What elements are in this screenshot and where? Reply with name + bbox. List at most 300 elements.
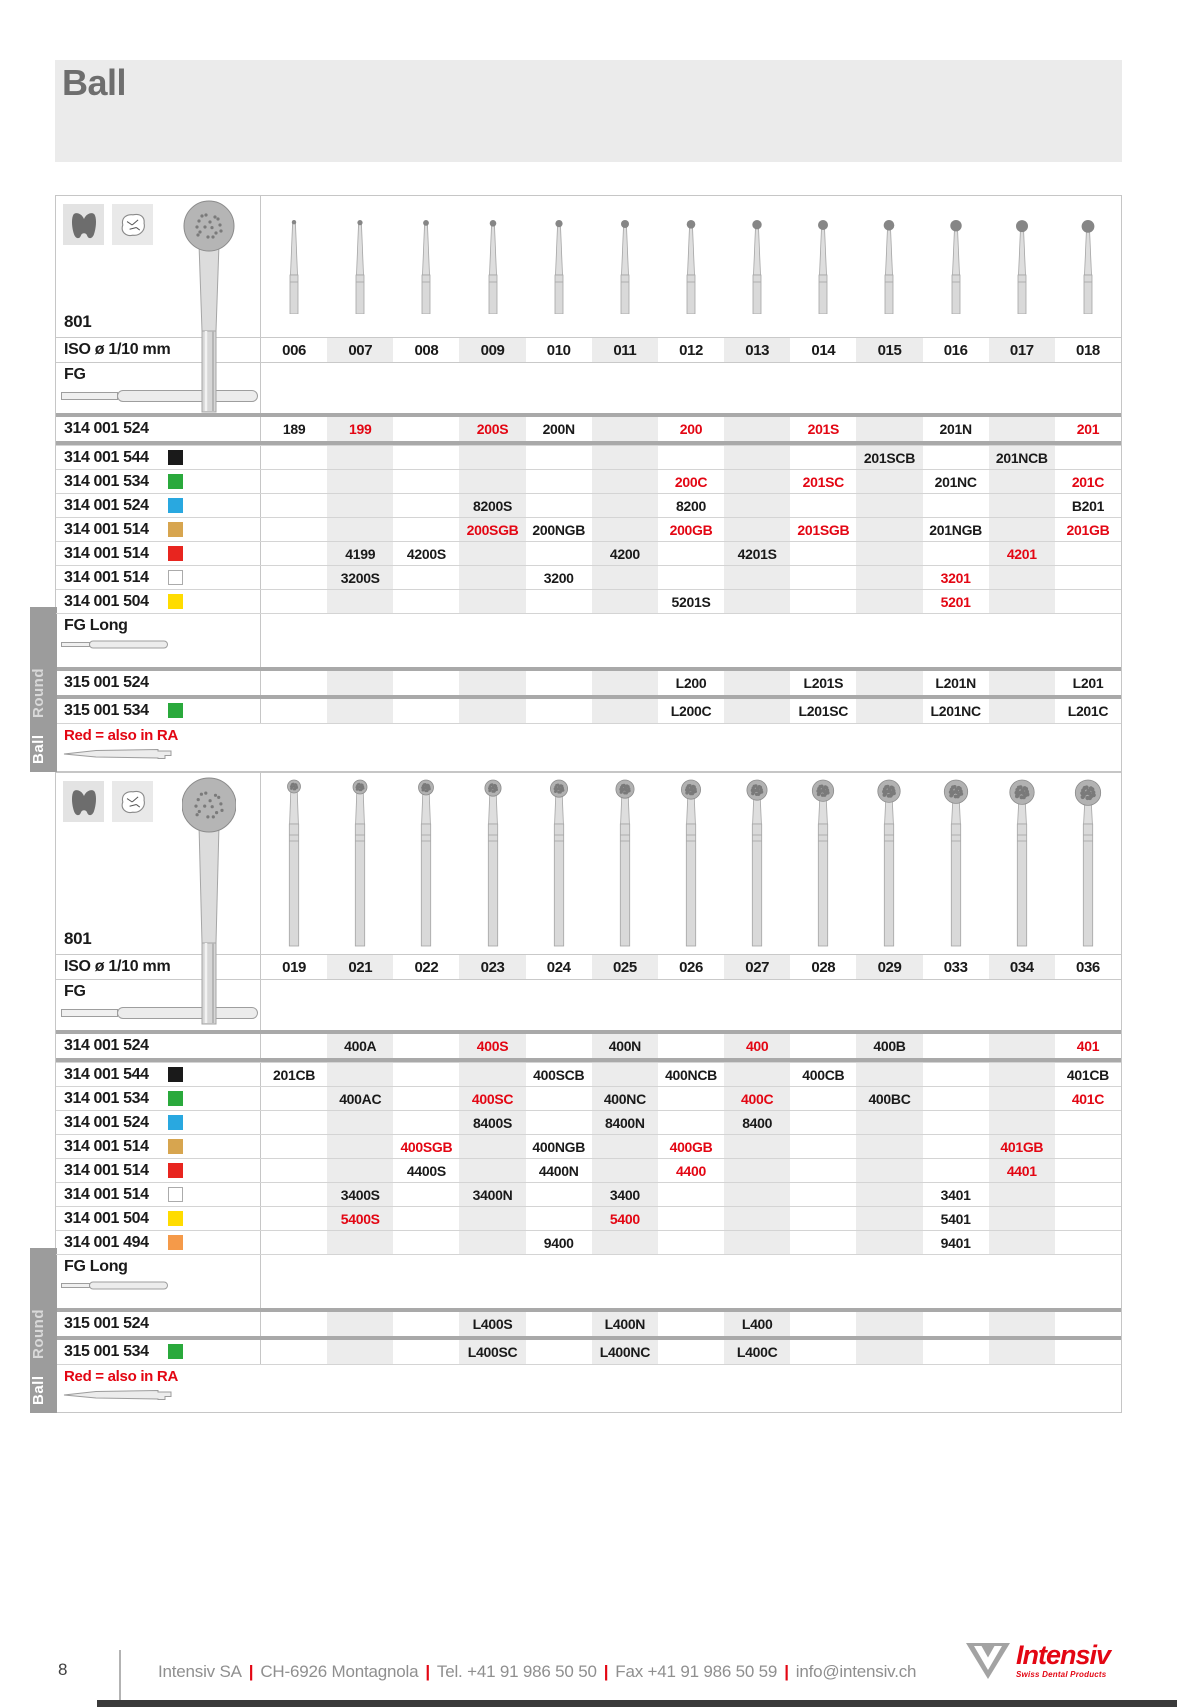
catalog-row — [56, 699, 1121, 723]
side-tab — [30, 1248, 57, 1413]
bur-code-cell — [393, 1340, 459, 1364]
grit-color-swatch-green — [168, 1091, 183, 1106]
bur-illustration-cell — [923, 196, 989, 337]
bur-code-cell — [658, 699, 724, 723]
bur-code-cell — [856, 1340, 922, 1364]
bur-code: 201N — [939, 421, 972, 437]
bur-illustration-cell — [1055, 196, 1121, 337]
bur-code-cell — [989, 518, 1055, 541]
fg-long-label: FG Long — [64, 617, 128, 634]
bur-code-cell — [923, 518, 989, 541]
bur-code: 201NC — [934, 473, 977, 490]
bur-code-cell — [724, 470, 790, 493]
iso-size: 022 — [414, 958, 439, 976]
bur-illustration-cell — [261, 773, 327, 954]
bur-code-cell — [393, 1135, 459, 1158]
bur-code-cell — [261, 1312, 327, 1336]
bur-code: 201GB — [1066, 521, 1110, 538]
bur-code-cell — [261, 590, 327, 613]
catalog-row — [56, 671, 1121, 695]
bur-code-cell — [592, 1207, 658, 1230]
column-area — [261, 566, 1121, 589]
column-bur-illustration — [545, 778, 573, 948]
bur-code-cell — [1055, 518, 1121, 541]
bur-code: 400B — [873, 1038, 906, 1054]
order-code-label — [56, 1135, 261, 1158]
bur-code-cell — [658, 417, 724, 441]
bur-code-cell — [526, 518, 592, 541]
bur-code-cell — [459, 566, 525, 589]
bur-code-cell — [459, 699, 525, 723]
bur-code-cell — [658, 1135, 724, 1158]
bur-code: 201 — [1076, 421, 1100, 437]
bur-code: L201NC — [930, 703, 981, 719]
bur-code: 4199 — [345, 545, 376, 562]
bur-code-cell — [724, 446, 790, 469]
bur-code-cell — [459, 1340, 525, 1364]
bur-illustration-cell — [658, 196, 724, 337]
side-tab-round-label: Round — [30, 1309, 47, 1360]
bur-code: 5400S — [340, 1210, 380, 1227]
bur-code-cell — [393, 1159, 459, 1182]
bur-code-cell — [1055, 446, 1121, 469]
molar-icon — [67, 208, 101, 242]
bur-code-cell — [923, 1340, 989, 1364]
column-bur-illustration — [284, 218, 304, 314]
bur-code-cell — [989, 417, 1055, 441]
bur-code-cell — [658, 1063, 724, 1086]
bur-code-cell — [724, 1034, 790, 1058]
bur-code: 3200 — [543, 569, 574, 586]
column-bur-illustration — [813, 218, 833, 314]
iso-size: 019 — [282, 958, 306, 976]
iso-size: 033 — [943, 958, 968, 976]
occlusal-icon-box — [112, 204, 153, 245]
bur-code: 200S — [476, 421, 509, 437]
bur-code-cell — [393, 1034, 459, 1058]
iso-size: 018 — [1076, 341, 1100, 359]
bur-code-cell — [261, 1340, 327, 1364]
grit-color-swatch-white — [168, 570, 183, 585]
bur-code: 401GB — [1000, 1138, 1044, 1155]
bur-code-cell — [790, 1207, 856, 1230]
grit-color-swatch-black — [168, 450, 183, 465]
bur-code: 5400 — [609, 1210, 640, 1227]
iso-size-cell — [327, 955, 393, 979]
bur-code-cell — [856, 699, 922, 723]
side-tab-label — [30, 607, 57, 772]
bur-illustration-cell — [989, 773, 1055, 954]
bur-code: 4401 — [1006, 1162, 1037, 1179]
bur-code-cell — [856, 1207, 922, 1230]
bur-code: L201SC — [798, 703, 849, 719]
catalog-row — [56, 1034, 1121, 1058]
catalog-row — [56, 1206, 1121, 1230]
iso-size-cell — [1055, 955, 1121, 979]
bur-code: 200NGB — [532, 521, 586, 538]
bur-code-cell — [526, 470, 592, 493]
bur-code-cell — [989, 590, 1055, 613]
bur-code: 3400 — [609, 1186, 640, 1203]
bur-code: L400NC — [599, 1344, 651, 1360]
bur-code: 401CB — [1066, 1066, 1109, 1083]
bur-header-row — [56, 773, 1121, 954]
bur-code-cell — [658, 1183, 724, 1206]
fg-long-label: FG Long — [64, 1258, 128, 1275]
order-code-label — [56, 699, 261, 723]
bur-code-cell — [1055, 1063, 1121, 1086]
bur-code: 4400N — [538, 1162, 579, 1179]
bur-code-cell — [790, 494, 856, 517]
page-title: Ball — [62, 62, 127, 103]
bur-code-cell — [724, 1183, 790, 1206]
bur-code-cell — [592, 1087, 658, 1110]
side-tab — [30, 607, 57, 772]
column-area — [261, 1063, 1121, 1086]
bur-code-cell — [923, 590, 989, 613]
bur-code-cell — [923, 699, 989, 723]
bur-code-cell — [393, 1063, 459, 1086]
column-bur-illustration — [942, 778, 970, 948]
bur-code-cell — [592, 1111, 658, 1134]
side-tab-round-label: Round — [30, 668, 47, 719]
ra-note-row — [56, 723, 1121, 771]
bur-code: 8200 — [676, 497, 706, 514]
order-code-label — [56, 1340, 261, 1364]
iso-size: 008 — [414, 341, 439, 359]
catalog-row — [56, 445, 1121, 469]
bur-code-cell — [658, 1034, 724, 1058]
bur-code-cell — [459, 518, 525, 541]
iso-size-cell — [526, 955, 592, 979]
bur-code-cell — [327, 446, 393, 469]
bur-code-cell — [526, 417, 592, 441]
bur-code: 9401 — [940, 1234, 971, 1251]
order-code-label — [56, 1183, 261, 1206]
bur-code-cell — [790, 590, 856, 613]
bur-illustration-cell — [923, 773, 989, 954]
bur-code: 400NGB — [532, 1138, 586, 1155]
bur-code-cell — [989, 1087, 1055, 1110]
bur-code-cell — [1055, 417, 1121, 441]
column-area — [261, 363, 1121, 413]
iso-size: 012 — [679, 341, 703, 359]
bur-code-cell — [1055, 1183, 1121, 1206]
bur-code-cell — [459, 1312, 525, 1336]
logo-name: Intensiv — [1016, 1640, 1111, 1670]
bur-code-cell — [526, 1034, 592, 1058]
bur-illustration-cell — [790, 773, 856, 954]
catalog-row — [56, 1182, 1121, 1206]
bur-code: L400N — [604, 1316, 646, 1332]
bur-code-cell — [989, 566, 1055, 589]
bur-code-cell — [923, 671, 989, 695]
bur-code-cell — [724, 699, 790, 723]
product-bur-image — [182, 198, 236, 418]
bur-code: 201NGB — [929, 521, 982, 538]
bur-code: 4201 — [1006, 545, 1037, 562]
bur-code-cell — [989, 470, 1055, 493]
footer-contact — [158, 1662, 916, 1682]
bur-illustration-cell — [1055, 773, 1121, 954]
bur-code-cell — [261, 446, 327, 469]
bur-code-cell — [327, 1063, 393, 1086]
bur-code-cell — [592, 566, 658, 589]
grit-color-swatch-blue — [168, 498, 183, 513]
bur-code-cell — [459, 1063, 525, 1086]
column-area — [261, 1034, 1121, 1058]
bur-code-cell — [592, 417, 658, 441]
bur-code-cell — [327, 671, 393, 695]
order-code-label — [56, 1087, 261, 1110]
bur-code-cell — [393, 1183, 459, 1206]
iso-size: 015 — [877, 341, 902, 359]
bur-code: 4400S — [406, 1162, 446, 1179]
bur-code: 5401 — [940, 1210, 971, 1227]
bur-code: 400SCB — [533, 1066, 585, 1083]
bur-code-cell — [327, 1231, 393, 1254]
bur-code-cell — [526, 542, 592, 565]
bur-code-cell — [790, 518, 856, 541]
bur-code-cell — [724, 1111, 790, 1134]
column-bur-illustration — [483, 218, 503, 314]
bur-code: L400S — [472, 1316, 513, 1332]
bur-code-cell — [459, 1135, 525, 1158]
bur-code-cell — [856, 1087, 922, 1110]
bur-code: 3201 — [940, 569, 971, 586]
grit-color-swatch-green — [168, 474, 183, 489]
bur-code-cell — [724, 1135, 790, 1158]
bur-code-cell — [923, 1034, 989, 1058]
bur-code-cell — [327, 1087, 393, 1110]
bur-code-cell — [1055, 1034, 1121, 1058]
iso-size-cell — [393, 955, 459, 979]
catalog-row — [56, 1062, 1121, 1086]
bur-code-cell — [393, 566, 459, 589]
bur-code: 3400N — [472, 1186, 513, 1203]
footer-separator: | — [784, 1662, 789, 1681]
bur-code-cell — [724, 590, 790, 613]
occlusal-surface-icon — [115, 785, 151, 819]
bur-code-cell — [261, 1063, 327, 1086]
bur-code-cell — [1055, 1312, 1121, 1336]
order-code: 314 001 514 — [64, 1137, 149, 1155]
column-bur-illustration — [1008, 778, 1036, 948]
column-bur-illustration — [747, 218, 767, 314]
bur-code-cell — [327, 1135, 393, 1158]
bur-code: 8400S — [473, 1114, 513, 1131]
grit-color-swatch-blue — [168, 1115, 183, 1130]
bur-code: 8400N — [604, 1114, 645, 1131]
bur-illustration-cell — [592, 196, 658, 337]
iso-size-cell — [327, 338, 393, 362]
bur-code-cell — [393, 1111, 459, 1134]
bur-code-cell — [790, 1063, 856, 1086]
ra-shank-illustration — [62, 1387, 174, 1403]
bur-code-cell — [1055, 1159, 1121, 1182]
bur-illustration-cell — [393, 773, 459, 954]
order-code-label — [56, 566, 261, 589]
bur-code-cell — [592, 671, 658, 695]
order-code: 315 001 534 — [64, 1343, 149, 1360]
catalog-row — [56, 1230, 1121, 1254]
iso-size-cell — [856, 338, 922, 362]
column-area — [261, 590, 1121, 613]
bur-code-cell — [592, 518, 658, 541]
bur-code: L200C — [670, 703, 712, 719]
bur-code: 200C — [674, 473, 708, 490]
iso-size-cell — [989, 955, 1055, 979]
order-code: 314 001 524 — [64, 1113, 149, 1131]
bur-code-cell — [1055, 1111, 1121, 1134]
fg-long-row — [56, 613, 1121, 667]
iso-size-cell — [989, 338, 1055, 362]
bur-code-cell — [526, 494, 592, 517]
iso-size: 021 — [348, 958, 373, 976]
column-area — [261, 980, 1121, 1030]
catalog-row — [56, 493, 1121, 517]
bur-code-cell — [261, 417, 327, 441]
order-code: 314 001 534 — [64, 472, 149, 490]
order-code-label — [56, 470, 261, 493]
bur-code-cell — [459, 1207, 525, 1230]
column-bur-illustration — [346, 778, 374, 948]
bur-code-cell — [1055, 1087, 1121, 1110]
bur-code-cell — [989, 671, 1055, 695]
intensiv-logo — [964, 1642, 1110, 1682]
bur-code-cell — [526, 1087, 592, 1110]
bur-code-cell — [724, 518, 790, 541]
bur-code: 400A — [344, 1038, 377, 1054]
order-code: 314 001 514 — [64, 568, 149, 586]
iso-size-cell — [592, 338, 658, 362]
bur-code-cell — [989, 1231, 1055, 1254]
bur-code-cell — [989, 446, 1055, 469]
bur-code-cell — [724, 1312, 790, 1336]
bur-code: 5201S — [671, 593, 711, 610]
bur-code: 400GB — [669, 1138, 713, 1155]
bur-code-cell — [658, 566, 724, 589]
grit-color-swatch-red — [168, 546, 183, 561]
order-code: 314 001 544 — [64, 1065, 149, 1083]
iso-size: 010 — [546, 341, 571, 359]
iso-size-cell — [459, 338, 525, 362]
order-code-label — [56, 1034, 261, 1058]
bur-code-cell — [1055, 470, 1121, 493]
bur-code: L200 — [675, 675, 707, 691]
bur-code-cell — [989, 1183, 1055, 1206]
iso-size: 017 — [1009, 341, 1034, 359]
bur-code-cell — [526, 1231, 592, 1254]
column-area — [261, 614, 1121, 667]
order-code-label — [56, 1063, 261, 1086]
column-bur-illustration — [809, 778, 837, 948]
bur-code-cell — [526, 1183, 592, 1206]
catalog-row — [56, 1086, 1121, 1110]
bur-code-cell — [592, 470, 658, 493]
column-bur-illustration — [879, 218, 899, 314]
order-code-label — [56, 1111, 261, 1134]
column-area — [261, 446, 1121, 469]
grit-color-swatch-yellow — [168, 1211, 183, 1226]
logo-text — [1016, 1642, 1110, 1679]
ra-note: Red = also in RA — [64, 1368, 178, 1385]
bur-code-cell — [658, 1231, 724, 1254]
bur-code-cell — [459, 1183, 525, 1206]
bur-illustration-cell — [989, 196, 1055, 337]
bur-code-cell — [592, 1340, 658, 1364]
column-area — [261, 518, 1121, 541]
bur-code-cell — [790, 470, 856, 493]
logo-tagline: Swiss Dental Products — [1016, 1670, 1107, 1679]
bur-code: 4200 — [609, 545, 640, 562]
bur-code-cell — [592, 1183, 658, 1206]
bur-code-cell — [923, 1111, 989, 1134]
iso-size: 011 — [613, 341, 637, 359]
bur-code-cell — [790, 542, 856, 565]
bur-code-cell — [459, 470, 525, 493]
bur-code-cell — [327, 417, 393, 441]
footer-fax: Fax +41 91 986 50 59 — [615, 1662, 778, 1681]
order-code-label — [56, 446, 261, 469]
bur-code-cell — [592, 1135, 658, 1158]
footer-separator: | — [248, 1662, 254, 1681]
page-number: 8 — [58, 1660, 68, 1679]
logo-triangle-icon — [964, 1642, 1012, 1682]
column-area — [261, 1183, 1121, 1206]
bur-code-cell — [393, 470, 459, 493]
bur-code-cell — [526, 1159, 592, 1182]
order-code: 314 001 534 — [64, 1089, 149, 1107]
fg-long-label-cell — [56, 1255, 261, 1308]
iso-size: 026 — [679, 958, 703, 976]
fg-long-label-cell — [56, 614, 261, 667]
bur-code-cell — [989, 542, 1055, 565]
fg-long-shank-illustration — [60, 1278, 172, 1292]
bur-code: L201 — [1072, 675, 1104, 691]
grit-color-swatch-gold — [168, 522, 183, 537]
iso-size: 024 — [546, 958, 571, 976]
bur-code-cell — [592, 1034, 658, 1058]
bur-code-cell — [923, 470, 989, 493]
bur-code-cell — [393, 1312, 459, 1336]
bur-code-cell — [526, 1111, 592, 1134]
ra-note-row — [56, 1364, 1121, 1412]
bur-illustration-cell — [724, 196, 790, 337]
bur-code-cell — [592, 446, 658, 469]
bur-code: 9400 — [543, 1234, 574, 1251]
iso-size-cell — [459, 955, 525, 979]
bur-code-cell — [724, 1340, 790, 1364]
bur-code-cell — [393, 699, 459, 723]
bur-code-cell — [526, 1063, 592, 1086]
catalog-table — [30, 772, 1122, 1413]
bur-code-cell — [790, 1312, 856, 1336]
bur-code-cell — [923, 1063, 989, 1086]
bur-code-cell — [856, 1034, 922, 1058]
column-area — [261, 773, 1121, 954]
order-code-label — [56, 1231, 261, 1254]
bur-code-cell — [459, 1087, 525, 1110]
bur-code-cell — [393, 1231, 459, 1254]
bur-code-cell — [459, 1111, 525, 1134]
bur-code-cell — [989, 1207, 1055, 1230]
column-bur-illustration — [280, 778, 308, 948]
bur-code-cell — [459, 1159, 525, 1182]
bur-code-cell — [724, 542, 790, 565]
bur-code-cell — [790, 671, 856, 695]
bur-code: L400 — [741, 1316, 773, 1332]
